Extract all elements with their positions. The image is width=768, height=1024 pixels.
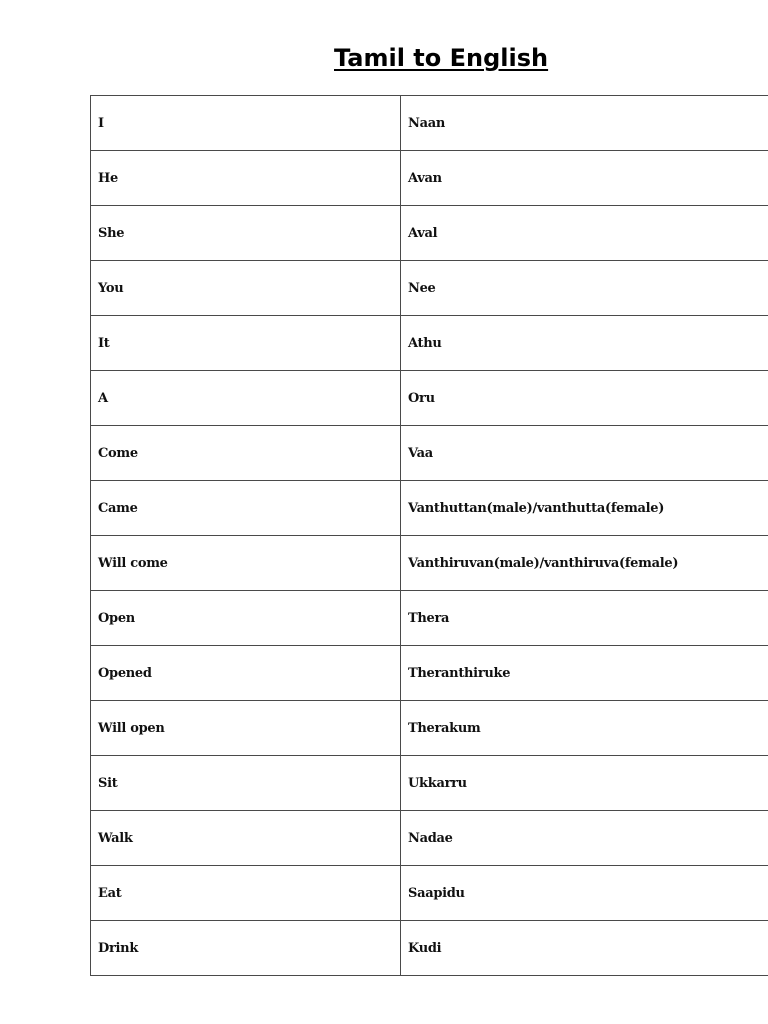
english-word-cell: Opened: [91, 646, 401, 701]
table-row: [91, 261, 768, 316]
english-word-cell: I: [91, 96, 401, 151]
table-row: [91, 206, 768, 261]
english-word-cell: Will come: [91, 536, 401, 591]
tamil-word-cell: Thera: [401, 591, 768, 646]
english-word-cell: Came: [91, 481, 401, 536]
table-row: [91, 701, 768, 756]
table-row: [91, 866, 768, 921]
table-row: [91, 371, 768, 426]
table-row: [91, 316, 768, 371]
tamil-word-cell: Kudi: [401, 921, 768, 976]
page-title: Tamil to English: [334, 44, 549, 72]
english-word-cell: She: [91, 206, 401, 261]
table-row: [91, 756, 768, 811]
table-row: [91, 536, 768, 591]
table-row: [91, 646, 768, 701]
tamil-word-cell: Theranthiruke: [401, 646, 768, 701]
tamil-word-cell: Avan: [401, 151, 768, 206]
tamil-word-cell: Oru: [401, 371, 768, 426]
table-row: [91, 96, 768, 151]
tamil-word-cell: Vanthuttan(male)/vanthutta(female): [401, 481, 768, 536]
table-row: [91, 151, 768, 206]
english-word-cell: Open: [91, 591, 401, 646]
english-word-cell: It: [91, 316, 401, 371]
tamil-word-cell: Ukkarru: [401, 756, 768, 811]
tamil-word-cell: Nee: [401, 261, 768, 316]
english-word-cell: Come: [91, 426, 401, 481]
english-word-cell: Walk: [91, 811, 401, 866]
tamil-word-cell: Vaa: [401, 426, 768, 481]
english-word-cell: You: [91, 261, 401, 316]
tamil-word-cell: Athu: [401, 316, 768, 371]
table-row: [91, 591, 768, 646]
tamil-word-cell: Vanthiruvan(male)/vanthiruva(female): [401, 536, 768, 591]
english-word-cell: He: [91, 151, 401, 206]
english-word-cell: A: [91, 371, 401, 426]
tamil-word-cell: Aval: [401, 206, 768, 261]
table-row: [91, 811, 768, 866]
table-row: [91, 921, 768, 976]
english-word-cell: Drink: [91, 921, 401, 976]
table-row: [91, 426, 768, 481]
vocabulary-table: [90, 95, 768, 976]
tamil-word-cell: Saapidu: [401, 866, 768, 921]
tamil-word-cell: Nadae: [401, 811, 768, 866]
tamil-word-cell: Naan: [401, 96, 768, 151]
english-word-cell: Sit: [91, 756, 401, 811]
tamil-word-cell: Therakum: [401, 701, 768, 756]
english-word-cell: Will open: [91, 701, 401, 756]
table-row: [91, 481, 768, 536]
english-word-cell: Eat: [91, 866, 401, 921]
